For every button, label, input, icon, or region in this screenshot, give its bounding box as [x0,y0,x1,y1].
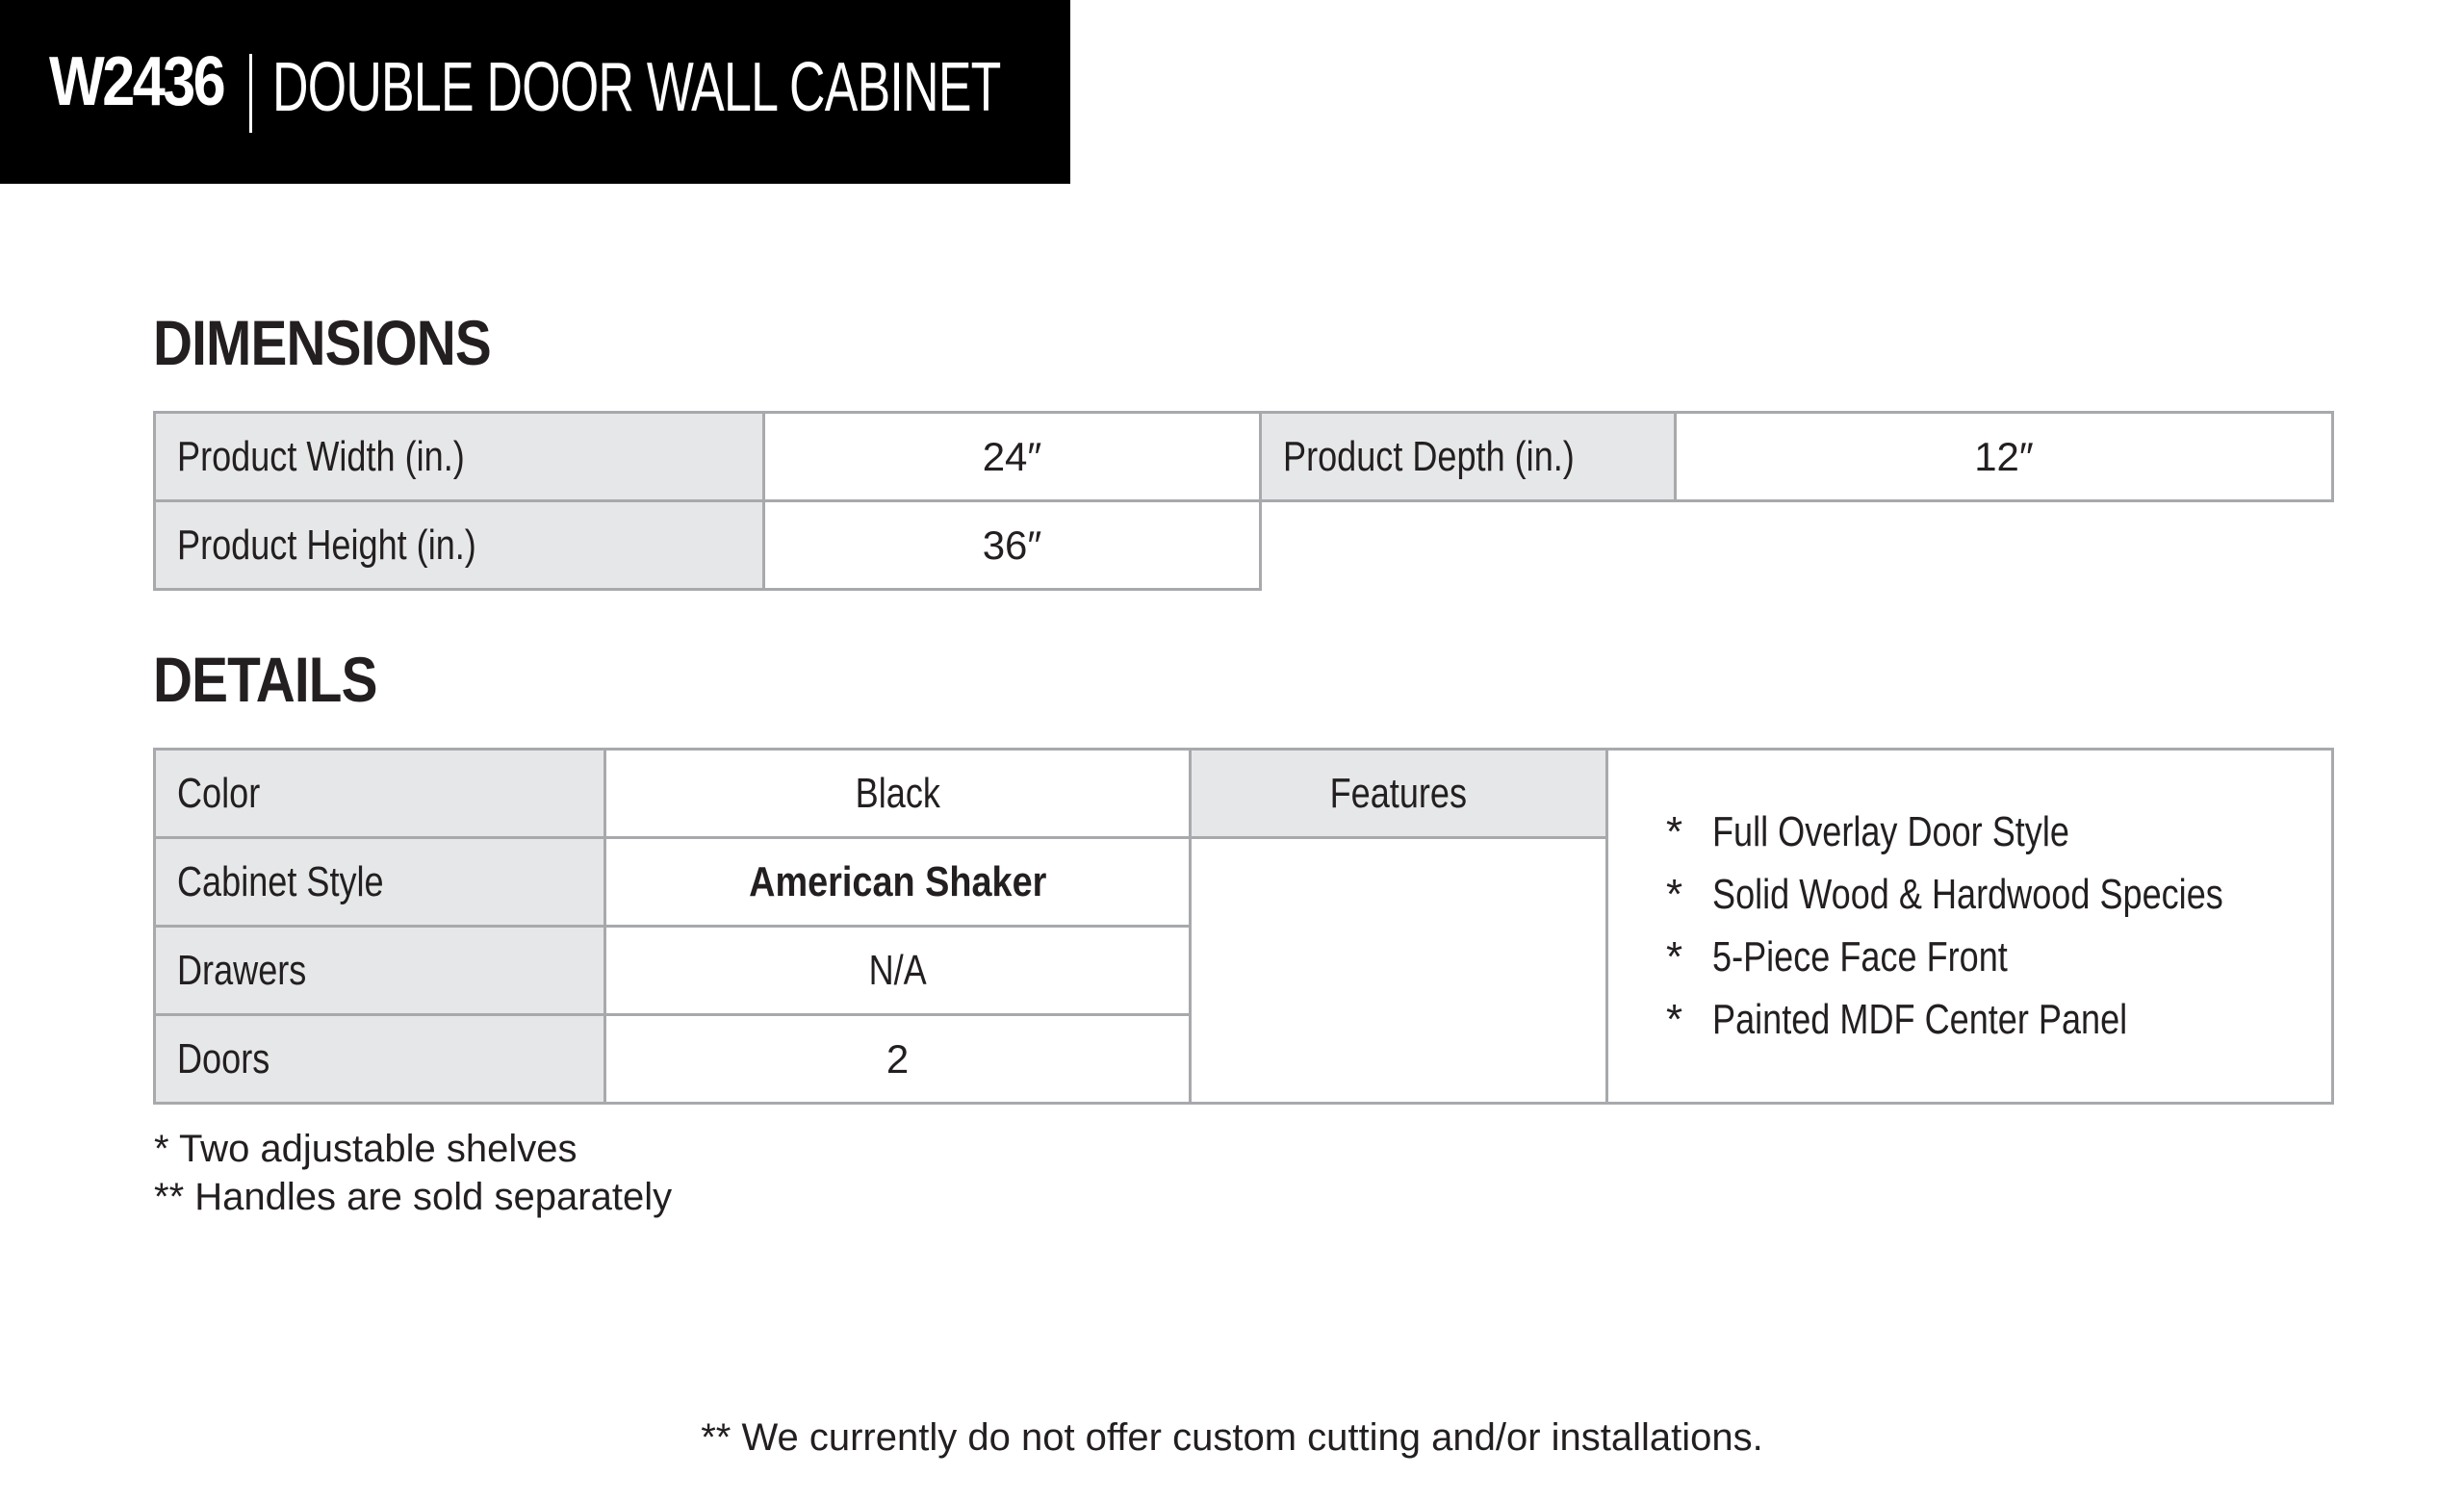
features-label-cell [1189,748,1608,839]
footer-disclaimer: ** We currently do not offer custom cutting and/or installations. [701,1416,1763,1459]
doors-value-cell [603,1013,1192,1105]
feature-text: Solid Wood & Hardwood Species [1712,871,2223,918]
bullet-icon: * [1666,996,1683,1043]
style-label-cell [153,836,606,928]
color-value: Black [855,769,940,817]
height-value: 36″ [982,522,1042,568]
height-value-cell [762,499,1262,591]
drawers-label: Drawers [177,946,307,994]
color-label-cell [153,748,606,839]
depth-value: 12″ [1974,433,2034,479]
feature-text: Full Overlay Door Style [1712,808,2069,855]
height-label-cell [153,499,765,591]
details-heading: DETAILS [153,644,377,715]
depth-label: Product Depth (in.) [1283,432,1575,480]
width-value: 24″ [982,433,1042,479]
bullet-icon: * [1666,808,1683,855]
color-label: Color [177,769,261,817]
product-title: DOUBLE DOOR WALL CABINET [272,49,1001,126]
drawers-label-cell [153,925,606,1016]
header-bar [0,0,1070,184]
shelves-note: * Two adjustable shelves [154,1128,578,1170]
width-value-cell [762,411,1262,502]
features-list [1605,748,2334,1105]
bullet-icon: * [1666,933,1683,980]
feature-text: Painted MDF Center Panel [1712,996,2128,1043]
color-value-cell [603,748,1192,839]
depth-value-cell [1674,411,2334,502]
handles-note: ** Handles are sold separately [154,1176,673,1218]
style-label: Cabinet Style [177,857,384,905]
drawers-value: N/A [868,946,927,994]
product-code: W2436 [49,43,224,120]
width-label-cell [153,411,765,502]
features-spacer-cell [1189,836,1608,1105]
drawers-value-cell [603,925,1192,1016]
doors-label-cell [153,1013,606,1105]
depth-label-cell [1259,411,1677,502]
dimensions-heading: DIMENSIONS [153,307,491,378]
style-value-cell [603,836,1192,928]
features-label: Features [1329,769,1468,817]
doors-label: Doors [177,1034,270,1082]
width-label: Product Width (in.) [177,432,465,480]
doors-value: 2 [886,1035,910,1082]
feature-text: 5-Piece Face Front [1712,933,2008,980]
bullet-icon: * [1666,871,1683,918]
style-value: American Shaker [748,857,1047,905]
height-label: Product Height (in.) [177,521,476,569]
header-divider [249,54,252,133]
